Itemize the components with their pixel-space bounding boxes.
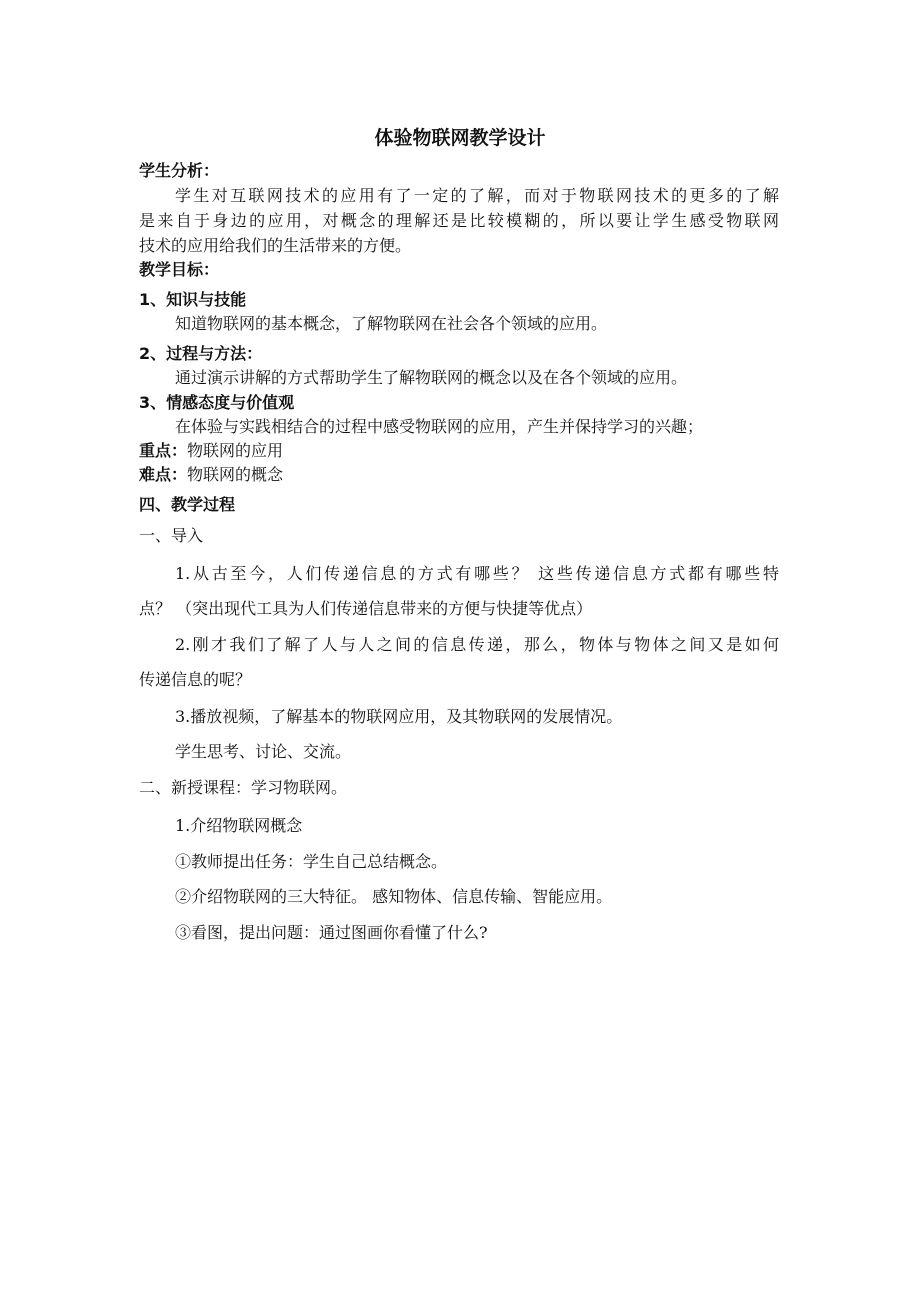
goal-knowledge-text: 知道物联网的基本概念，了解物联网在社会各个领域的应用。 — [175, 314, 608, 333]
key-point-text: 物联网的应用 — [187, 441, 284, 460]
intro-line-5: 3.播放视频，了解基本的物联网应用，及其物联网的发展情况。 — [175, 707, 623, 726]
student-analysis-line-3: 技术的应用给我们的生活带来的方便。 — [139, 236, 412, 255]
goals-heading: 教学目标： — [139, 260, 220, 279]
goal-process-text: 通过演示讲解的方式帮助学生了解物联网的概念以及在各个领域的应用。 — [175, 368, 688, 387]
goal-attitude-heading: 3、情感态度与价值观 — [139, 393, 295, 412]
new-lesson-line-2: ①教师提出任务：学生自己总结概念。 — [175, 852, 448, 871]
intro-line-4: 传递信息的呢？ — [139, 670, 252, 689]
intro-heading: 一、导入 — [139, 526, 204, 545]
new-lesson-line-3: ②介绍物联网的三大特征。 感知物体、信息传输、智能应用。 — [175, 887, 613, 906]
process-heading: 四、教学过程 — [139, 495, 236, 514]
intro-line-3: 2.刚才我们了解了人与人之间的信息传递，那么，物体与物体之间又是如何 — [175, 635, 779, 654]
document-title: 体验物联网教学设计 — [374, 127, 546, 149]
student-analysis-heading: 学生分析： — [139, 161, 220, 180]
new-lesson-heading: 二、新授课程：学习物联网。 — [139, 778, 348, 797]
key-point — [139, 440, 283, 462]
goal-process-heading: 2、过程与方法： — [139, 344, 263, 363]
difficulty — [139, 464, 283, 486]
difficulty-label: 难点： — [139, 465, 188, 484]
new-lesson-line-4: ③看图，提出问题：通过图画你看懂了什么? — [175, 923, 488, 942]
intro-line-1: 1.从古至今，人们传递信息的方式有哪些？ 这些传递信息方式都有哪些特 — [175, 564, 779, 583]
goal-knowledge-heading: 1、知识与技能 — [139, 290, 247, 309]
goal-attitude-text: 在体验与实践相结合的过程中感受物联网的应用，产生并保持学习的兴趣； — [175, 417, 704, 436]
difficulty-text: 物联网的概念 — [187, 465, 284, 484]
new-lesson-line-1: 1.介绍物联网概念 — [175, 816, 303, 835]
intro-line-6: 学生思考、讨论、交流。 — [175, 742, 352, 761]
student-analysis-line-2: 是来自于身边的应用，对概念的理解还是比较模糊的，所以要让学生感受物联网 — [139, 211, 779, 230]
intro-line-2: 点？ （突出现代工具为人们传递信息带来的方便与快捷等优点） — [139, 599, 593, 618]
student-analysis-line-1: 学生对互联网技术的应用有了一定的了解，而对于物联网技术的更多的了解 — [175, 186, 779, 205]
key-point-label: 重点： — [139, 441, 188, 460]
